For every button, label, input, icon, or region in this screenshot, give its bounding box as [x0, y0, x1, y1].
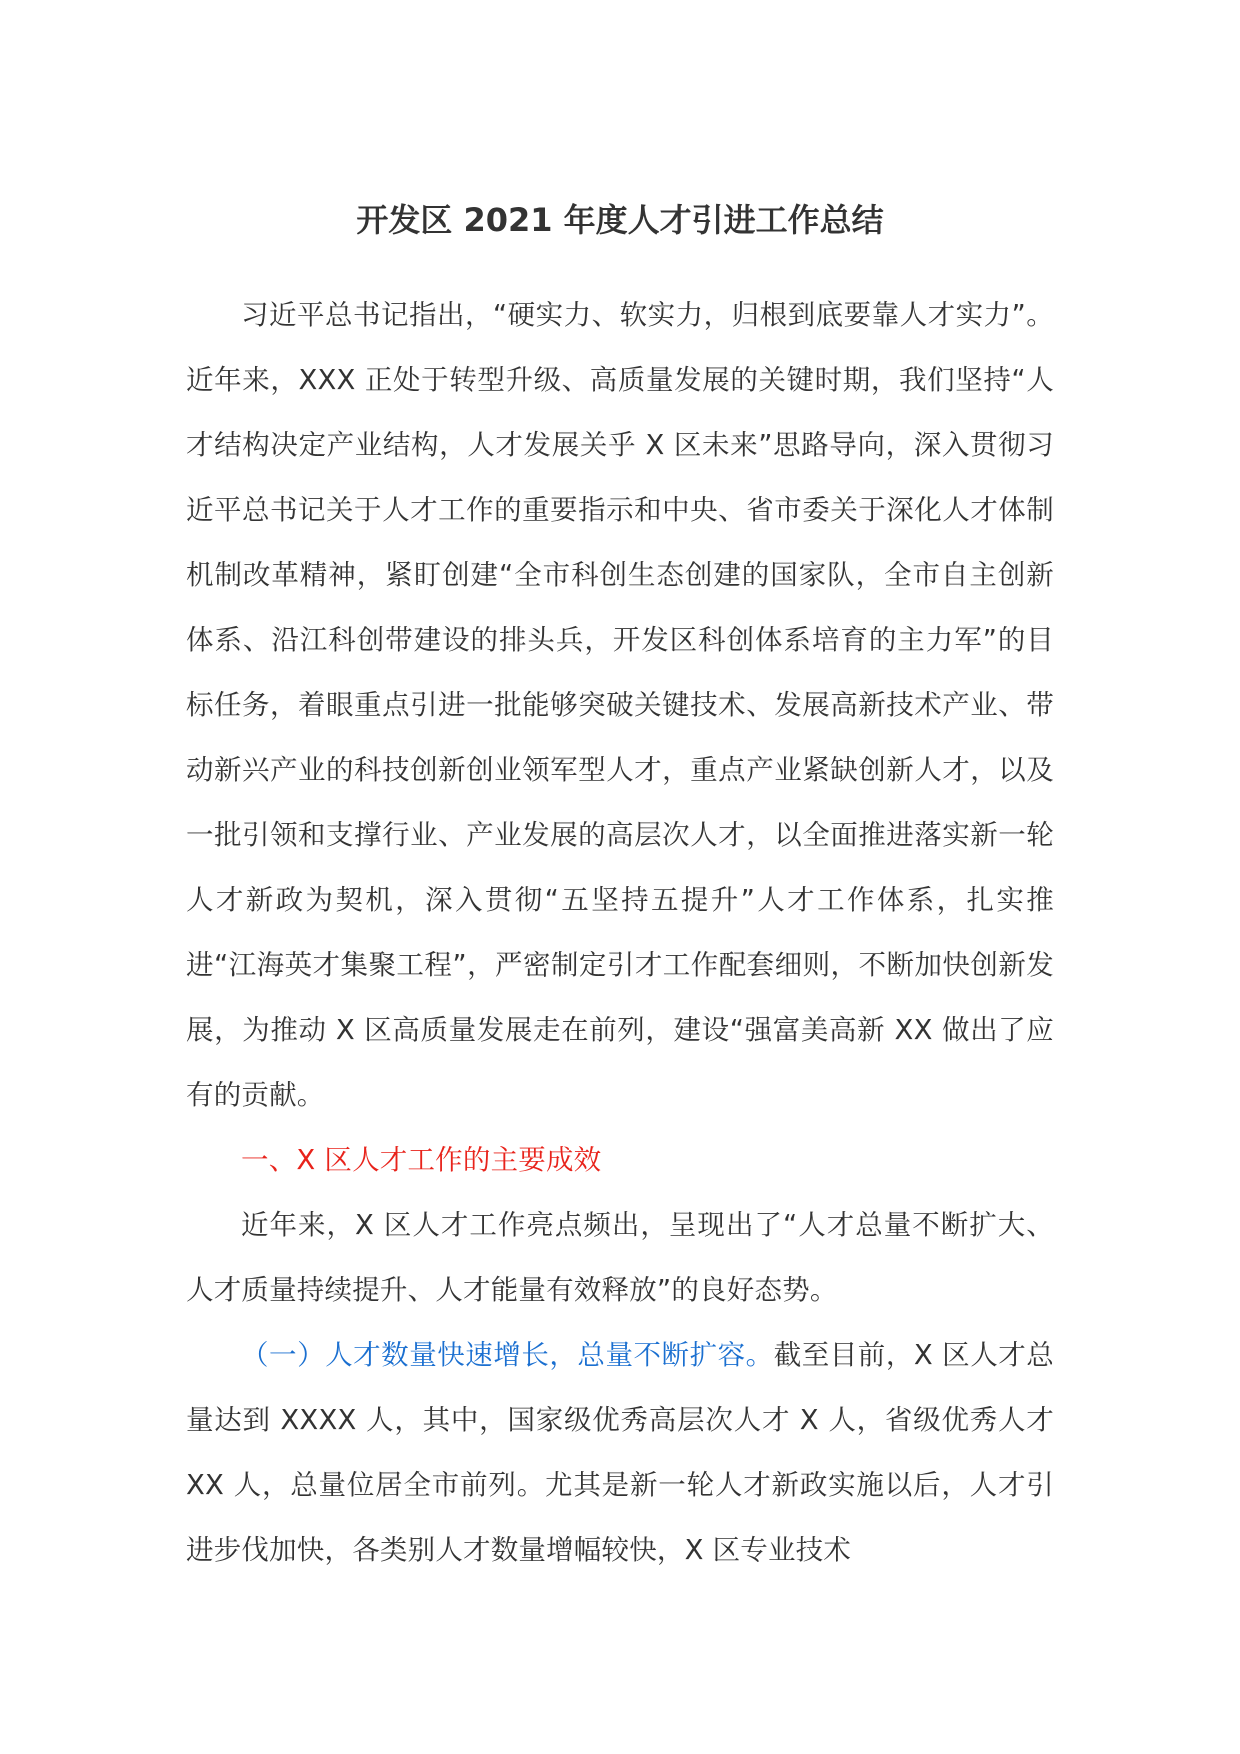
- subsection-lead: （一）人才数量快速增长，总量不断扩容。: [241, 1339, 774, 1371]
- section-heading: 一、X 区人才工作的主要成效: [241, 1144, 602, 1176]
- document-body: [186, 283, 1054, 1583]
- paragraph-intro: 习近平总书记指出，“硬实力、软实力，归根到底要靠人才实力”。近年来，XXX 正处于转型升级、高质量发展的关键时期，我们坚持“人才结构决定产业结构，人才发展关乎 X 区未来”思路导向，深入贯彻习近平总书记关于人才工作的重要指示和中央、省市委关于深化人才体制机制改革精神，紧盯创建“全市科创生态创建的国家队，全市自主创新体系、沿江科创带建设的排头兵，开发区科创体系培育的主力军”的目标任务，着眼重点引进一批能够突破关键技术、发展高新技术产业、带动新兴产业的科技创新创业领军型人才，重点产业紧缺创新人才，以及一批引领和支撑行业、产业发展的高层次人才，以全面推进落实新一轮人才新政为契机，深入贯彻“五坚持五提升”人才工作体系，扎实推进“江海英才集聚工程”，严密制定引才工作配套细则，不断加快创新发展，为推动 X 区高质量发展走在前列，建设“强富美高新 XX 做出了应有的贡献。: [186, 299, 1054, 1111]
- subsection-paragraph: [186, 1323, 1054, 1583]
- section-intro-paragraph: 近年来，X 区人才工作亮点频出，呈现出了“人才总量不断扩大、人才质量持续提升、人才能量有效释放”的良好态势。: [186, 1209, 1054, 1306]
- subsection-text: 截至目前，X 区人才总量达到 XXXX 人，其中，国家级优秀高层次人才 X 人，省级优秀人才 XX 人，总量位居全市前列。尤其是新一轮人才新政实施以后，人才引进步伐加快，各类别人才数量增幅较快，X 区专业技术: [186, 1339, 1054, 1566]
- document-title: 开发区 2021 年度人才引进工作总结: [356, 201, 884, 239]
